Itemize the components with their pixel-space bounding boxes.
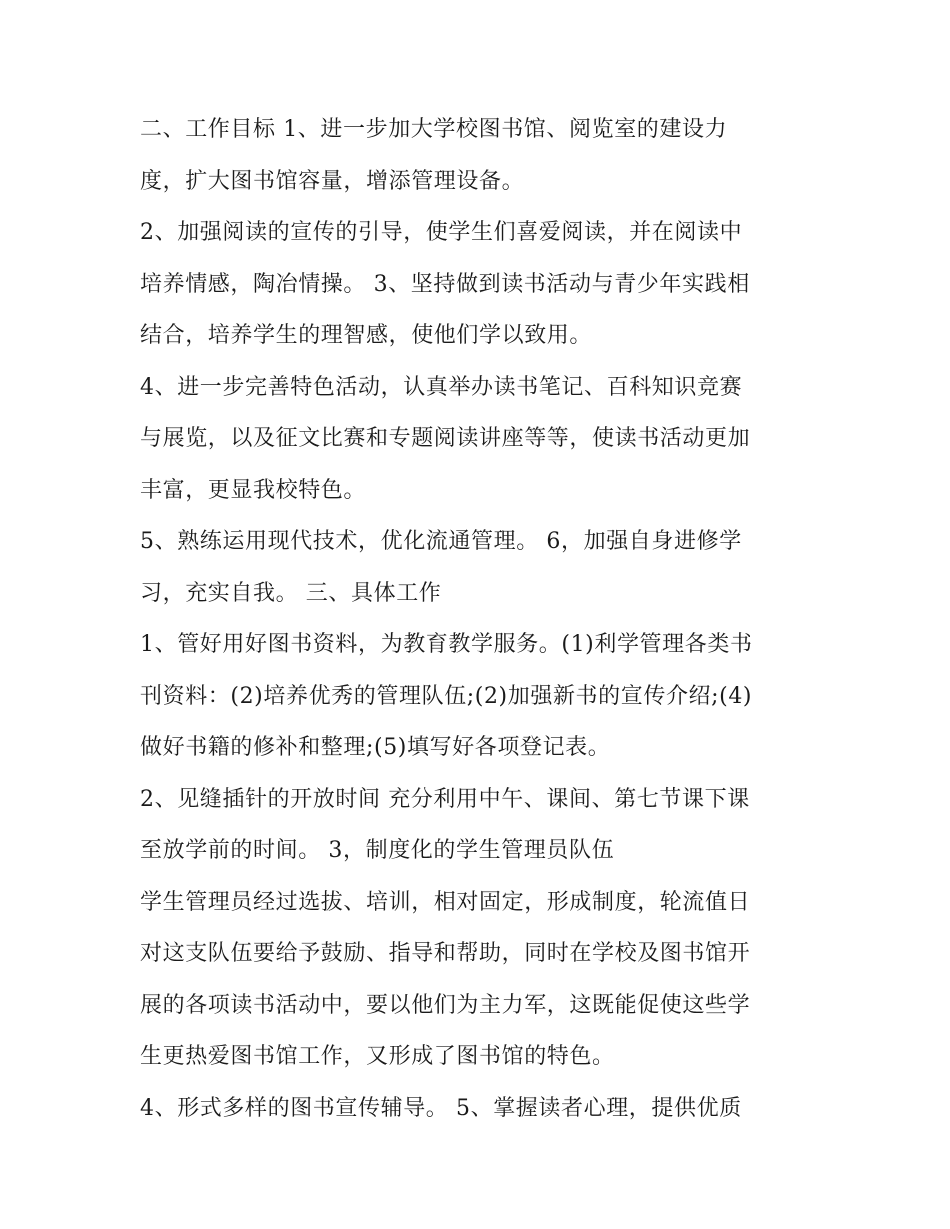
- text-line: 4、进一步完善特色活动，认真举办读书笔记、百科知识竞赛: [140, 374, 743, 400]
- text-line: 做好书籍的修补和整理;(5)填写好各项登记表。: [140, 735, 611, 760]
- text-line: 培养情感，陶冶情操。 3、坚持做到读书活动与青少年实践相: [140, 271, 750, 297]
- text-line: 刊资料：(2)培养优秀的管理队伍;(2)加强新书的宣传介绍;(4): [140, 683, 753, 709]
- text-line: 5、熟练运用现代技术，优化流通管理。 6，加强自身进修学: [140, 529, 742, 554]
- text-line: 2、加强阅读的宣传的引导，使学生们喜爱阅读，并在阅读中: [140, 220, 743, 245]
- text-line: 与展览，以及征文比赛和专题阅读讲座等等，使读书活动更加: [140, 426, 751, 451]
- text-line: 度，扩大图书馆容量，增添管理设备。: [140, 168, 525, 194]
- document-body: [140, 104, 830, 1134]
- text-line: 展的各项读书活动中，要以他们为主力军，这既能促使这些学: [140, 992, 751, 1018]
- text-line: 生更热爱图书馆工作，又形成了图书馆的特色。: [140, 1044, 615, 1069]
- text-line: 4、形式多样的图书宣传辅导。 5、掌握读者心理，提供优质: [140, 1095, 742, 1121]
- text-line: 结合，培养学生的理智感，使他们学以致用。: [140, 323, 593, 348]
- text-line: 丰富，更显我校特色。: [140, 477, 367, 503]
- text-line: 二、工作目标 1、进一步加大学校图书馆、阅览室的建设力: [140, 117, 728, 142]
- text-line: 至放学前的时间。 3，制度化的学生管理员队伍: [140, 838, 615, 863]
- text-line: 2、见缝插针的开放时间 充分利用中午、课间、第七节课下课: [140, 786, 750, 812]
- text-line: 1、管好用好图书资料，为教育教学服务。(1)利学管理各类书: [140, 632, 753, 657]
- text-line: 学生管理员经过选拔、培训，相对固定，形成制度，轮流值日: [140, 889, 751, 915]
- text-line: 习，充实自我。 三、具体工作: [140, 580, 442, 606]
- text-line: 对这支队伍要给予鼓励、指导和帮助，同时在学校及图书馆开: [140, 941, 751, 966]
